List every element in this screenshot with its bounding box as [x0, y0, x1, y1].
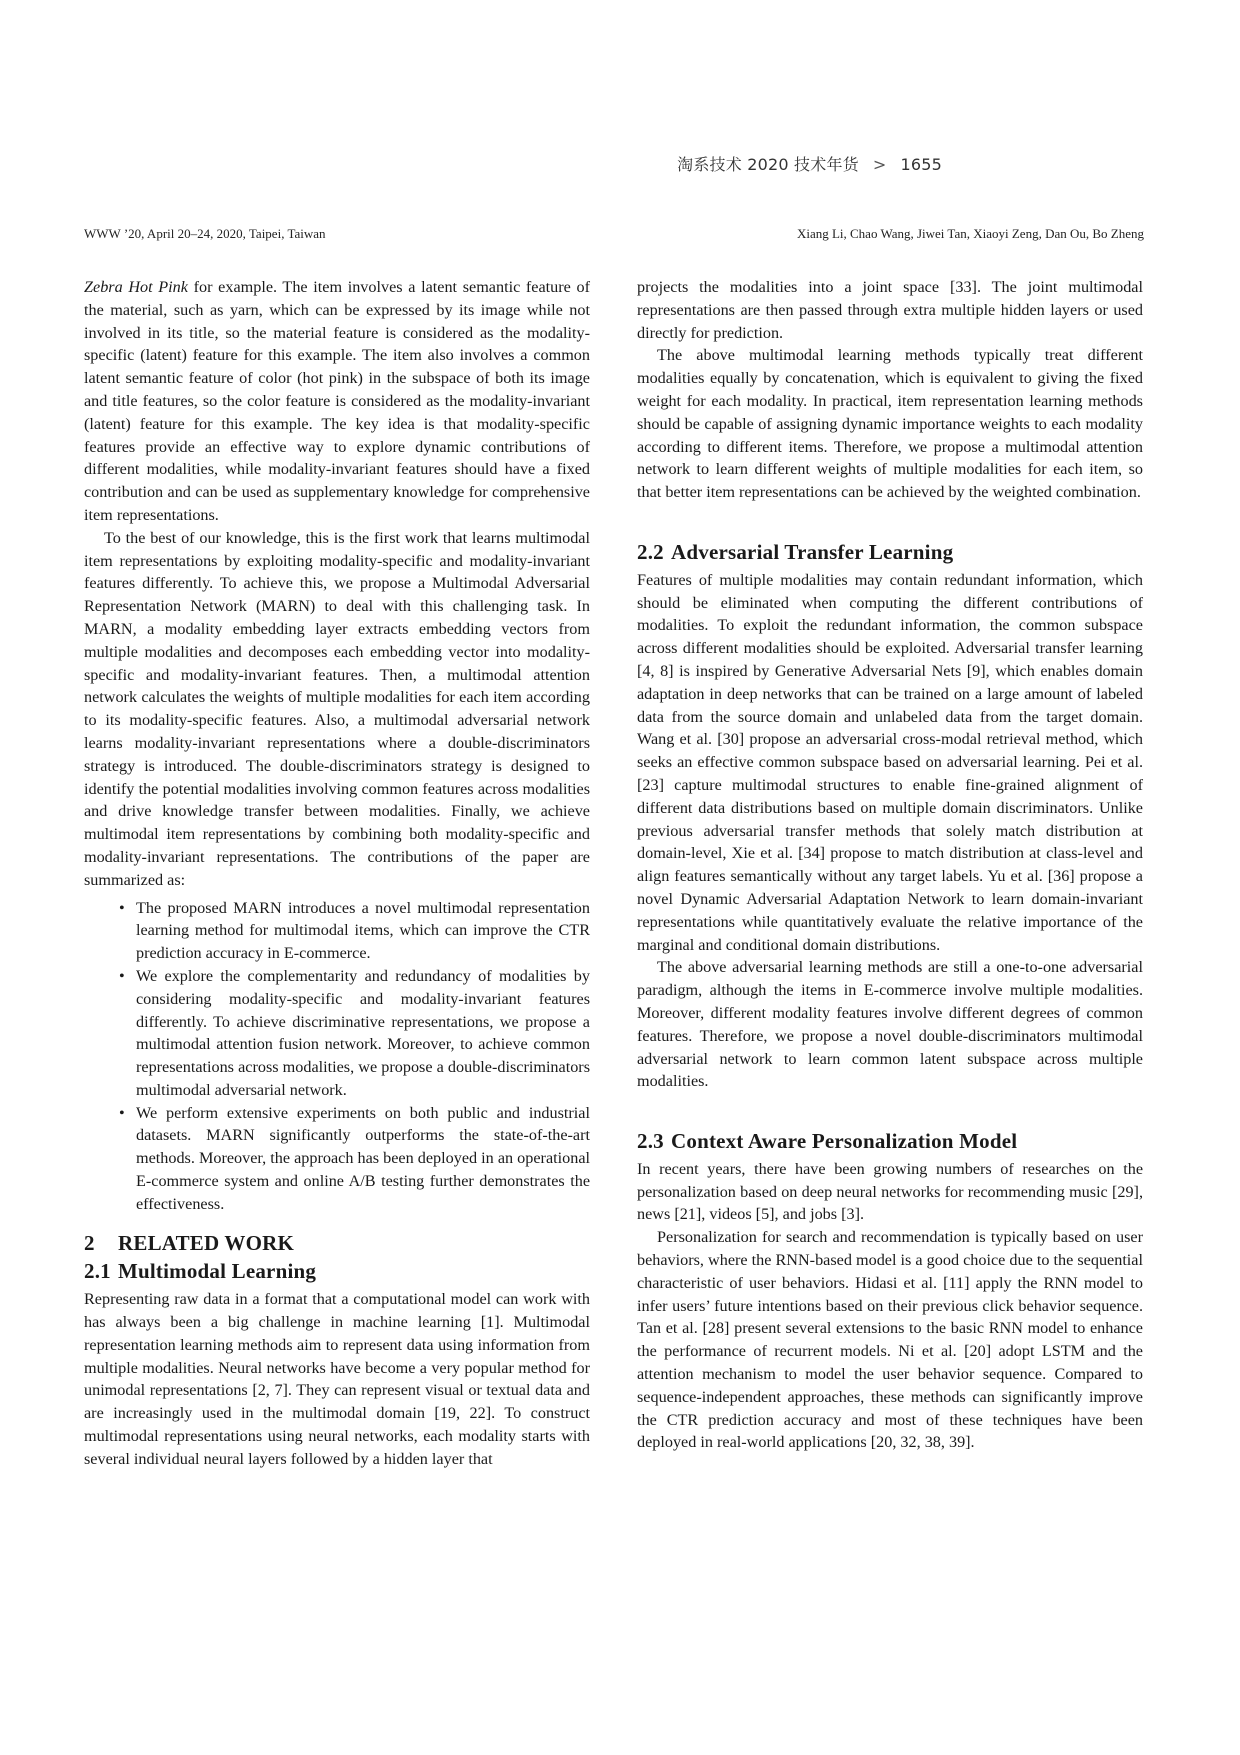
paragraph-adversarial-paradigm: The above adversarial learning methods are still a one-to-one adversarial paradigm, although the items in E-commerce involve multiple modalities. Moreover, different modality features involve different degrees of common features. Therefore, we propose a novel double-discriminators multimodal adversarial network to learn common latent subspace across multiple modalities.: [637, 958, 1143, 1091]
page-banner: [677, 152, 942, 175]
list-item: • We perform extensive experiments on both public and industrial datasets. MARN significantly outperforms the state-of-the-art methods. Moreover, the approach has been deployed in an operational E-commerce system and online A/B testing further demonstrates the effectiveness.: [136, 1102, 590, 1216]
paragraph-personalization-intro: In recent years, there have been growing numbers of researches on the personalization based on deep neural networks for recommending music [29], news [21], videos [5], and jobs [3].: [637, 1159, 1143, 1224]
subsection-heading-adversarial-transfer: 2.2 Adversarial Transfer Learning: [637, 539, 954, 564]
contributions-list: [84, 897, 590, 1216]
example-item-name: Zebra Hot Pink: [84, 278, 188, 296]
paragraph-adversarial-transfer: Features of multiple modalities may contain redundant information, which should be eliminated when computing the different contributions of modalities. To exploit the redundant information, the common subspace across different modalities should be exploited. Adversarial transfer learning [4, 8] is inspired by Generative Adversarial Nets [9], which enables domain adaptation in deep networks that can be trained on a large amount of labeled data from the source domain and unlabeled data from the target domain. Wang et al. [30] propose an adversarial cross-modal retrieval method, which seeks an effective common subspace based on adversarial learning. Pei et al. [23] capture multimodal structures to enable fine-grained alignment of different data distributions based on multiple domain discriminators. Unlike previous adversarial transfer methods that solely match distribution at domain-level, Xie et al. [34] propose to match distribution at class-level and align features semantically without any target labels. Yu et al. [36] propose a novel Dynamic Adversarial Adaptation Network to learn domain-invariant representations while quantitatively evaluate the relative importance of the marginal and conditional domain distributions.: [637, 570, 1143, 954]
page-number: 1655: [900, 155, 942, 174]
right-column: [637, 276, 1143, 1454]
subsection-heading-context-aware: 2.3 Context Aware Personalization Model: [637, 1129, 1018, 1154]
paragraph-attention-motivation: The above multimodal learning methods typically treat different modalities equally by concatenation, which is equivalent to giving the fixed weight for each modality. In practical, item representation learning methods should be capable of assigning dynamic importance weights to each modality according to different items. Therefore, we propose a multimodal attention network to learn different weights of multiple modalities for each item, so that better item representations can be achieved by the weighted combination.: [637, 346, 1143, 502]
list-item: • We explore the complementarity and redundancy of modalities by considering modality-specific and modality-invariant features differently. To achieve discriminative representations, we propose a multimodal attention fusion network. Moreover, to achieve common representations across modalities, we propose a double-discriminators multimodal adversarial network.: [136, 965, 590, 1102]
banner-separator: >: [872, 155, 887, 174]
banner-title: 淘系技术 2020 技术年货: [677, 155, 859, 174]
paragraph-contributions-intro: To the best of our knowledge, this is the first work that learns multimodal item representations by exploiting modality-specific and modality-invariant features differently. To achieve this, we propose a Multimodal Adversarial Representation Network (MARN) to deal with this challenging task. In MARN, a modality embedding layer extracts embedding vectors from multiple modalities and decomposes each embedding vector into modality-specific and modality-invariant features. Then, a multimodal attention network calculates the weights of multiple modalities for each item according to its modality-specific features. Also, a multimodal adversarial network learns modality-invariant representations where a double-discriminators strategy is introduced. The double-discriminators strategy is designed to identify the potential modalities involving common features across modalities and drive knowledge transfer between modalities. Finally, we achieve multimodal item representations by combining both modality-specific and modality-invariant representations. The contributions of the paper are summarized as:: [84, 528, 590, 889]
paragraph-multimodal-learning: Representing raw data in a format that a computational model can work with has always been a big challenge in machine learning [1]. Multimodal representation learning methods aim to represent data using information from multiple modalities. Neural networks have become a very popular method for unimodal representations [2, 7]. They can represent visual or textual data and are increasingly used in the multimodal domain [19, 22]. To construct multimodal representations using neural networks, each modality starts with several individual neural layers followed by a hidden layer that: [84, 1290, 590, 1468]
running-header-authors: Xiang Li, Chao Wang, Jiwei Tan, Xiaoyi Zeng, Dan Ou, Bo Zheng: [796, 226, 1144, 241]
paragraph-rnn-personalization: Personalization for search and recommendation is typically based on user behaviors, where the RNN-based model is a good choice due to the sequential characteristic of user behaviors. Hidasi et al. [11] apply the RNN model to infer users’ future intentions based on their previous click behavior sequence. Tan et al. [28] present several extensions to the basic RNN model to enhance the performance of recurrent models. Ni et al. [20] adopt LSTM and the attention mechanism to model the user behavior sequence. Compared to sequence-independent approaches, these methods can significantly improve the CTR prediction accuracy and most of these techniques have been deployed in real-world applications [20, 32, 38, 39].: [637, 1228, 1143, 1452]
subsection-heading-multimodal-learning: 2.1 Multimodal Learning: [84, 1259, 317, 1284]
paragraph-intro-example: Zebra Hot Pink for example. The item involves a latent semantic feature of the material, such as yarn, which can be expressed by its image while not involved in its title, so the material feature is considered as the modality-specific (latent) feature for this example. The item also involves a common latent semantic feature of color (hot pink) in the subspace of both its image and title features, so the color feature is considered as the modality-invariant (latent) feature for this example. The key idea is that modality-specific features provide an effective way to explore dynamic contributions of different modalities, while modality-invariant features should have a fixed contribution and can be used as supplementary knowledge for comprehensive item representations.: [84, 278, 590, 524]
section-heading-related-work: 2 RELATED WORK: [84, 1230, 295, 1255]
paragraph-joint-space: projects the modalities into a joint space [33]. The joint multimodal representations are then passed through extra multiple hidden layers or used directly for prediction.: [637, 278, 1143, 342]
list-item: • The proposed MARN introduces a novel multimodal representation learning method for multimodal items, which can improve the CTR prediction accuracy in E-commerce.: [136, 897, 590, 965]
running-header-venue: WWW ’20, April 20–24, 2020, Taipei, Taiwan: [84, 226, 326, 241]
left-column: [84, 276, 590, 1471]
